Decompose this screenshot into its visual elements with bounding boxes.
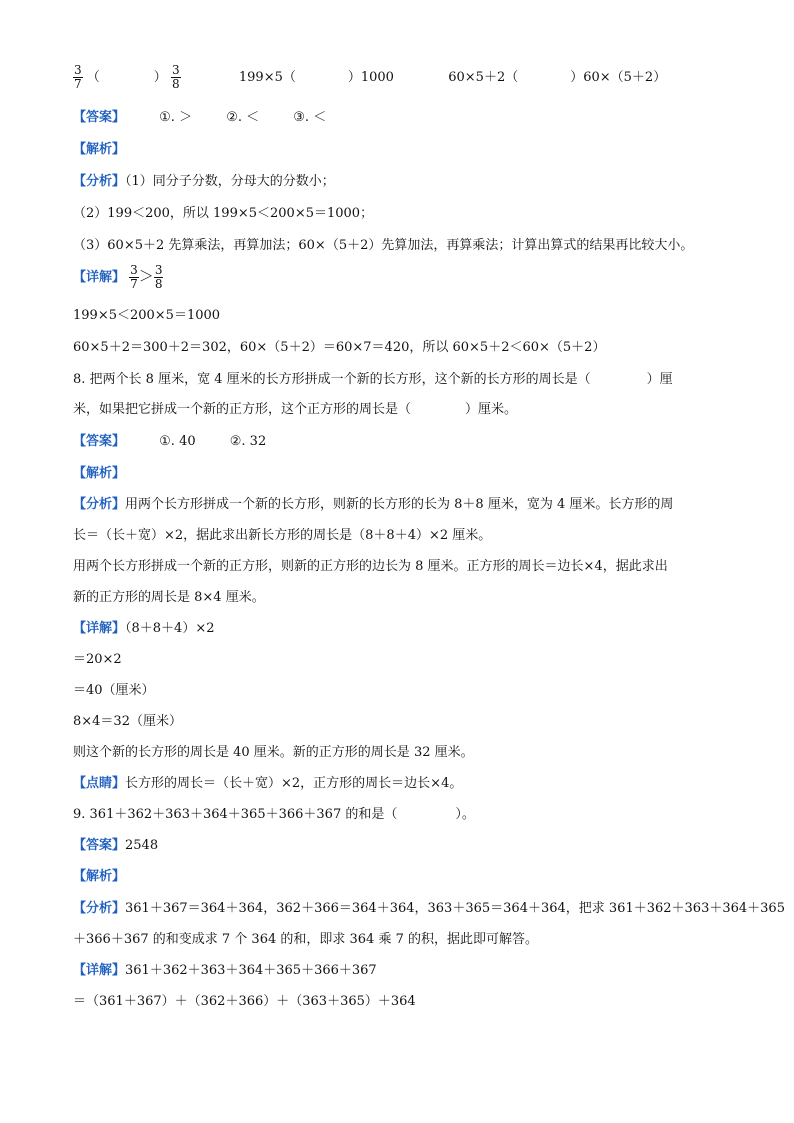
q8-dianjing: 【点睛】长方形的周长＝（长＋宽）×2，正方形的周长＝边长×4。 <box>73 776 463 791</box>
q8-answer <box>73 433 266 451</box>
q9-fenxi-1: 【分析】361＋367＝364＋364，362＋366＝364＋364，363＋365＝364＋364，把求 361＋362＋363＋364＋365 <box>73 901 785 916</box>
q8-detail-3: ＝40（厘米） <box>73 683 155 698</box>
fraction-3-8: $\frac{3}{8}$ <box>154 263 163 291</box>
q7-expr3-left: 60×5＋2（ <box>448 70 519 85</box>
q7-expr2-right: ）1000 <box>347 70 394 85</box>
q8-fenxi-1: 【分析】用两个长方形拼成一个新的长方形，则新的长方形的长为 8＋8 厘米，宽为 4 厘米。长方形的周 <box>73 497 674 512</box>
q8-fenxi-4: 新的正方形的周长是 8×4 厘米。 <box>73 590 265 605</box>
fenxi-tag: 【分析】 <box>73 901 126 916</box>
q9-stem: 9. 361＋362＋363＋364＋365＋366＋367 的和是（ ）。 <box>73 807 475 822</box>
answer-tag: 【答案】 <box>73 838 126 853</box>
fraction-3-7: $\frac{3}{7}$ <box>74 63 82 91</box>
analysis-tag: 【解析】 <box>73 466 126 481</box>
answer-item: ②. 32 <box>229 434 267 449</box>
fenxi-tag: 【分析】 <box>73 497 126 512</box>
q8-stem-1: 8. 把两个长 8 厘米，宽 4 厘米的长方形拼成一个新的长方形，这个新的长方形的周长是（ ）厘 <box>73 372 673 387</box>
q8-detail-2: ＝20×2 <box>73 652 122 667</box>
detail-tag: 【详解】 <box>73 270 126 285</box>
dianjing-tag: 【点睛】 <box>73 776 126 791</box>
q7-expr2-left: 199×5（ <box>238 70 296 85</box>
q8-stem-2: 米，如果把它拼成一个新的正方形，这个正方形的周长是（ ）厘米。 <box>73 402 518 417</box>
q8-fenxi-3: 用两个长方形拼成一个新的正方形，则新的正方形的边长为 8 厘米。正方形的周长＝边长×4，据此求出 <box>73 559 668 574</box>
fenxi-tag: 【分析】 <box>73 174 126 189</box>
q7-answer <box>73 109 326 127</box>
q7-fenxi-2: （2）199＜200，所以 199×5＜200×5＝1000； <box>73 206 374 221</box>
analysis-tag: 【解析】 <box>73 869 126 884</box>
q7-detail-3: 60×5＋2＝300＋2＝302，60×（5＋2）＝60×7＝420，所以 60×5＋2＜60×（5＋2） <box>73 340 606 355</box>
q7-fenxi-3: （3）60×5＋2 先算乘法，再算加法；60×（5＋2）先算加法，再算乘法；计算出算式的结果再比较大小。 <box>73 238 694 253</box>
q7-fenxi-1: 【分析】（1）同分子分数，分母大的分数小； <box>73 174 335 189</box>
q8-fenxi-2: 长＝（长＋宽）×2，据此求出新长方形的周长是（8＋8＋4）×2 厘米。 <box>73 528 492 543</box>
answer-item: ①. ＞ <box>159 110 193 125</box>
detail-tag: 【详解】 <box>73 963 126 978</box>
analysis-tag: 【解析】 <box>73 142 126 157</box>
detail-tag: 【详解】 <box>73 621 126 636</box>
answer-tag: 【答案】 <box>73 434 126 449</box>
answer-value: 2548 <box>125 838 159 853</box>
q9-answer <box>73 837 158 855</box>
q9-detail-1: 【详解】361＋362＋363＋364＋365＋366＋367 <box>73 963 377 978</box>
answer-tag: 【答案】 <box>73 110 126 125</box>
fraction-3-8: $\frac{3}{8}$ <box>171 63 180 91</box>
fraction-3-7: $\frac{3}{7}$ <box>130 263 138 291</box>
q9-detail-2: ＝（361＋367）＋（362＋366）＋（363＋365）＋364 <box>73 994 416 1009</box>
answer-item: ③. ＜ <box>293 110 327 125</box>
q7-stem: $\frac{3}{7}$ （ ） $\frac{3}{8}$ 199×5（ ）1000 60×5＋2（ ）60×（5＋2） <box>74 63 667 91</box>
q7-detail-1: 【详解】 $\frac{3}{7}$ ＞ $\frac{3}{8}$ <box>73 263 163 291</box>
q8-detail-4: 8×4＝32（厘米） <box>73 714 182 729</box>
q8-detail-5: 则这个新的长方形的周长是 40 厘米。新的正方形的周长是 32 厘米。 <box>73 745 474 760</box>
answer-item: ①. 40 <box>159 434 196 449</box>
q8-detail-1: 【详解】（8＋8＋4）×2 <box>73 621 215 636</box>
answer-item: ②. ＜ <box>226 110 260 125</box>
q7-detail-2: 199×5＜200×5＝1000 <box>73 308 221 323</box>
q7-expr3-right: ）60×（5＋2） <box>570 70 667 85</box>
q9-fenxi-2: ＋366＋367 的和变成求 7 个 364 的和，即求 364 乘 7 的积，据此即可解答。 <box>73 932 538 947</box>
